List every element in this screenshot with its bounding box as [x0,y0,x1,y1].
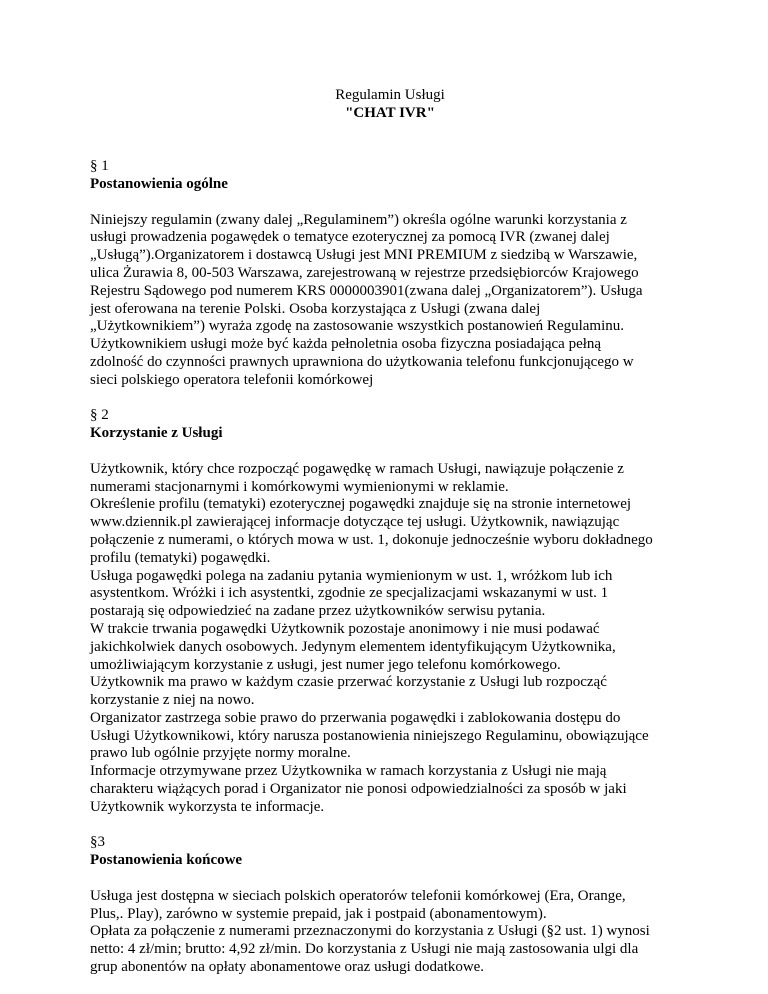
text-line: www.dziennik.pl zawierającej informacje dotyczące tej usługi. Użytkownik, nawiązując [90,514,620,531]
text-line: usługi prowadzenia pogawędek o tematyce ezoterycznej za pomocą IVR (zwanej dalej [90,229,610,246]
text-line: sieci polskiego operatora telefonii komórkowej [90,371,374,388]
section-3 [90,834,690,976]
text-line: ulica Żurawia 8, 00-503 Warszawa, zarejestrowaną w rejestrze przedsiębiorców Krajowego [90,264,639,281]
text-line: Niniejszy regulamin (zwany dalej „Regulaminem”) określa ogólne warunki korzystania z [90,211,627,228]
text-line: prawo lub ogólnie przyjęte normy moralne. [90,745,351,762]
text-line: Informacje otrzymywane przez Użytkownika w ramach korzystania z Usługi nie mają [90,763,607,780]
text-line: W trakcie trwania pogawędki Użytkownik pozostaje anonimowy i nie musi podawać [90,620,600,637]
text-line: Plus,. Play), zarówno w systemie prepaid, jak i postpaid (abonamentowym). [90,905,547,922]
text-line: Użytkownikiem usługi może być każda pełnoletnia osoba fizyczna posiadająca pełną [90,336,602,353]
section-heading: Postanowienia końcowe [90,852,243,869]
text-line: Opłata za połączenie z numerami przeznaczonymi do korzystania z Usługi (§2 ust. 1) wynosi [90,923,650,940]
text-line: profilu (tematyki) pogawędki. [90,549,271,566]
text-line: „Użytkownikiem”) wyraża zgodę na zastosowanie wszystkich postanowień Regulaminu. [90,318,625,335]
text-line: asystentkom. Wróżki i ich asystentki, zgodnie ze specjalizacjami wskazanymi w ust. 1 [90,585,609,602]
section-number: § 1 [90,158,109,175]
document-page [90,87,690,977]
text-line: Organizator zastrzega sobie prawo do przerwania pogawędki i zablokowania dostępu do [90,709,621,726]
document-title: Regulamin Usługi [335,87,445,103]
section-1 [90,158,690,389]
text-line: zdolność do czynności prawnych uprawniona do użytkowania telefonu funkcjonującego w [90,353,634,370]
section-number: §3 [90,834,105,851]
text-line: Usługi Użytkownikowi, który narusza postanowienia niniejszego Regulaminu, obowiązujące [90,727,649,744]
text-line: Użytkownik wykorzysta te informacje. [90,798,325,815]
text-line: Usługa jest dostępna w sieciach polskich operatorów telefonii komórkowej (Era, Orange, [90,887,626,904]
section-heading: Postanowienia ogólne [90,175,228,192]
text-line: Określenie profilu (tematyki) ezoterycznej pogawędki znajduje się na stronie internetowej [90,496,632,513]
text-line: postarają się odpowiedzieć na zadane przez użytkowników serwisu pytania. [90,603,546,620]
section-body [90,888,690,977]
document-title-block [90,87,690,123]
text-line: Usługa pogawędki polega na zadaniu pytania wymienionym w ust. 1, wróżkom lub ich [90,567,613,584]
text-line: numerami stacjonarnymi i komórkowymi wymienionymi w reklamie. [90,478,509,495]
text-line: połączenie z numerami, o których mowa w ust. 1, dokonuje jednocześnie wyboru dokładnego [90,531,653,548]
text-line: Użytkownik ma prawo w każdym czasie przerwać korzystanie z Usługi lub rozpocząć [90,674,607,691]
text-line: charakteru wiążących porad i Organizator nie ponosi odpowiedzialności za sposób w jaki [90,781,627,798]
section-number: § 2 [90,407,109,424]
section-body [90,212,690,390]
text-line: umożliwiającym korzystanie z usługi, jest numer jego telefonu komórkowego. [90,656,561,673]
text-line: Użytkownik, który chce rozpocząć pogawędkę w ramach Usługi, nawiązuje połączenie z [90,460,624,477]
section-heading: Korzystanie z Usługi [90,425,223,442]
text-line: jakichkolwiek danych osobowych. Jedynym elementem identyfikującym Użytkownika, [90,638,616,655]
text-line: „Usługą”).Organizatorem i dostawcą Usługi jest MNI PREMIUM z siedzibą w Warszawie, [90,247,638,264]
document-subtitle: "CHAT IVR" [345,104,435,121]
text-line: korzystanie z niej na nowo. [90,692,255,709]
text-line: jest oferowana na terenie Polski. Osoba korzystająca z Usługi (zwana dalej [90,300,541,317]
section-2 [90,407,690,816]
section-body [90,461,690,817]
text-line: grup abonentów na opłaty abonamentowe oraz usługi dodatkowe. [90,959,485,976]
text-line: Rejestru Sądowego pod numerem KRS 0000003901(zwana dalej „Organizatorem”). Usługa [90,282,643,299]
text-line: netto: 4 zł/min; brutto: 4,92 zł/min. Do korzystania z Usługi nie mają zastosowania ulgi dla [90,941,639,958]
